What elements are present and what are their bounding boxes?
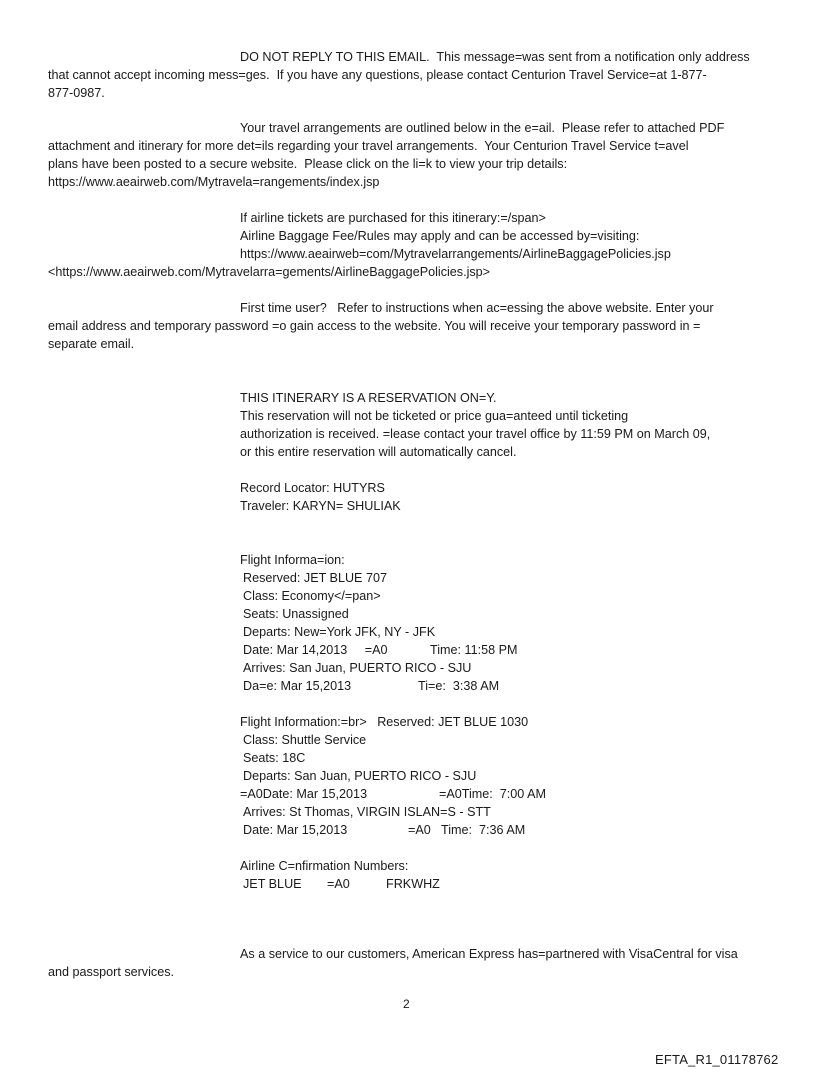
flight1-departs: Departs: New=York JFK, NY - JFK (243, 625, 436, 639)
flight1-seats: Seats: Unassigned (243, 607, 349, 621)
flight1-reserved: Reserved: JET BLUE 707 (243, 571, 387, 585)
flight2-arrival-date: Date: Mar 15,2013 (243, 823, 348, 837)
flight2-arrives: Arrives: St Thomas, VIRGIN ISLAN=S - STT (243, 805, 491, 819)
visa-line-1: As a service to our customers, American Express has=partnered with VisaCentral for visa (240, 947, 738, 961)
notice-line-1: DO NOT REPLY TO THIS EMAIL. This message=was sent from a notification only address (240, 50, 750, 64)
baggage-policy-link-alt[interactable]: <https://www.aeairweb.com/Mytravelarra=gements/AirlineBaggagePolicies.jsp> (48, 265, 491, 279)
notice-line-2: that cannot accept incoming mess=ges. If you have any questions, please contact Centurion Travel Service=at 1-877- (48, 68, 707, 82)
flight2-departs: Departs: San Juan, PUERTO RICO - SJU (243, 769, 477, 783)
flight2-class: Class: Shuttle Service (243, 733, 367, 747)
reservation-line-3: authorization is received. =lease contact your travel office by 11:59 PM on March 09, (240, 427, 711, 441)
baggage-line-2: Airline Baggage Fee/Rules may apply and can be accessed by=visiting: (240, 229, 640, 243)
arrangements-line-2: attachment and itinerary for more det=ils regarding your travel arrangements. Your Centurion Travel Service t=avel (48, 139, 689, 153)
flight2-header: Flight Information:=br> Reserved: JET BLUE 1030 (240, 715, 529, 729)
flight1-date: Date: Mar 14,2013 =A0 (243, 643, 388, 657)
baggage-policy-link[interactable]: https://www.aeairweb=com/Mytravelarrangements/AirlineBaggagePolicies.jsp (240, 247, 671, 261)
flight1-class: Class: Economy</=pan> (243, 589, 381, 603)
confirmation-sep: =A0 (327, 877, 350, 891)
page-number: 2 (403, 997, 410, 1011)
visa-line-2: and passport services. (48, 965, 174, 979)
first-time-line-2: email address and temporary password =o gain access to the website. You will receive your temporary password in = (48, 319, 701, 333)
document-id: EFTA_R1_01178762 (655, 1052, 779, 1067)
first-time-line-3: separate email. (48, 337, 135, 351)
notice-line-3: 877-0987. (48, 86, 105, 100)
flight1-arrives: Arrives: San Juan, PUERTO RICO - SJU (243, 661, 472, 675)
reservation-line-2: This reservation will not be ticketed or price gua=anteed until ticketing (240, 409, 629, 423)
flight1-arrival-date: Da=e: Mar 15,2013 (243, 679, 352, 693)
confirmation-airline: JET BLUE (243, 877, 302, 891)
record-locator: Record Locator: HUTYRS (240, 481, 385, 495)
baggage-line-1: If airline tickets are purchased for this itinerary:=/span> (240, 211, 546, 225)
arrangements-line-1: Your travel arrangements are outlined below in the e=ail. Please refer to attached PDF (240, 121, 725, 135)
arrangements-line-3: plans have been posted to a secure website. Please click on the li=k to view your trip details: (48, 157, 568, 171)
flight2-seats: Seats: 18C (243, 751, 306, 765)
flight2-arrival-time: =A0 Time: 7:36 AM (408, 823, 526, 837)
confirmation-code: FRKWHZ (386, 877, 440, 891)
first-time-line-1: First time user? Refer to instructions when ac=essing the above website. Enter your (240, 301, 714, 315)
flight1-header: Flight Informa=ion: (240, 553, 345, 567)
flight1-arrival-time: Ti=e: 3:38 AM (418, 679, 500, 693)
reservation-line-1: THIS ITINERARY IS A RESERVATION ON=Y. (240, 391, 497, 405)
flight2-time: =A0Time: 7:00 AM (439, 787, 546, 801)
reservation-line-4: or this entire reservation will automatically cancel. (240, 445, 517, 459)
trip-details-link[interactable]: https://www.aeairweb.com/Mytravela=rangements/index.jsp (48, 175, 380, 189)
confirmation-header: Airline C=nfirmation Numbers: (240, 859, 409, 873)
flight1-time: Time: 11:58 PM (430, 643, 518, 657)
flight2-date: =A0Date: Mar 15,2013 (240, 787, 368, 801)
traveler-name: Traveler: KARYN= SHULIAK (240, 499, 401, 513)
